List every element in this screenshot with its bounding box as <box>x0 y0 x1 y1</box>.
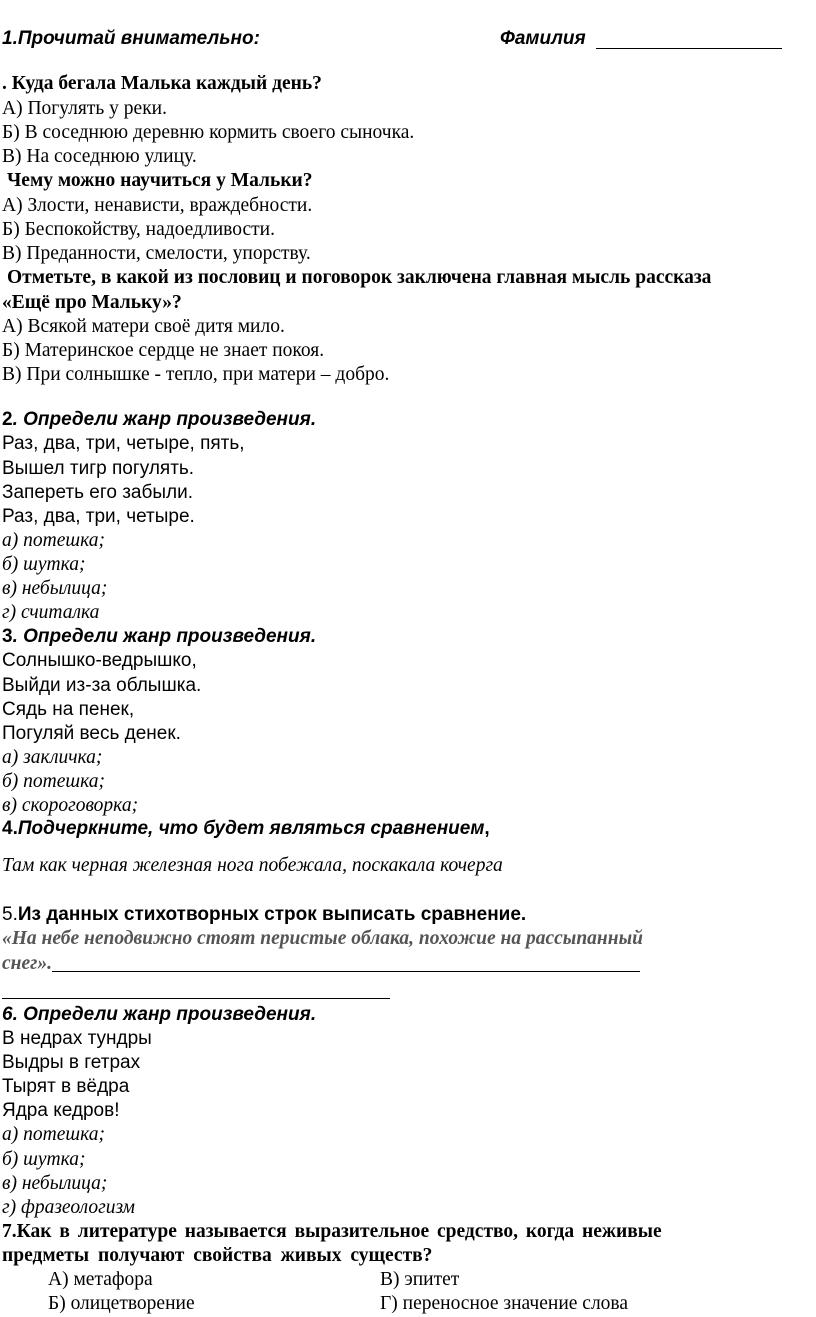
question-text: Куда бегала Малька каждый день? <box>11 73 322 94</box>
poem-line: Погуляй весь денек. <box>2 723 181 744</box>
section-title: . Определи жанр произведения. <box>12 409 317 430</box>
section-number: 5. <box>2 904 18 925</box>
answer-option: В) эпитет <box>380 1269 460 1290</box>
answer-option: г) считалка <box>2 602 100 623</box>
quote-line: «На небе неподвижно стоят перистые облака, похожие на рассыпанный <box>2 928 643 949</box>
poem-line: Тырят в вёдра <box>2 1076 130 1097</box>
answer-option: в) скороговорка; <box>2 795 139 816</box>
section-title: Подчеркните, что будет являться сравнением <box>17 818 485 839</box>
surname-blank-line[interactable] <box>596 48 782 49</box>
surname-label: Фамилия <box>500 28 586 49</box>
poem-line: Раз, два, три, четыре. <box>2 506 195 527</box>
section-number: 2 <box>2 409 13 430</box>
answer-option: Б) олицетворение <box>48 1293 195 1314</box>
answer-option: А) Злости, ненависти, враждебности. <box>2 195 313 216</box>
section-5-heading <box>2 904 526 926</box>
question-1-3-line1: Отметьте, в какой из пословиц и поговорок заключена главная мысль рассказа <box>7 267 712 288</box>
answer-option: а) закличка; <box>2 747 103 768</box>
answer-option: б) шутка; <box>2 554 86 575</box>
answer-option: В) На соседнюю улицу. <box>2 146 197 167</box>
poem-line: Раз, два, три, четыре, пять, <box>2 433 245 454</box>
answer-option: г) фразеологизм <box>2 1197 136 1218</box>
section-title-comma: , <box>484 818 490 839</box>
answer-option: б) потешка; <box>2 771 106 792</box>
section-title: Из данных стихотворных строк выписать сравнение. <box>17 904 527 925</box>
quote-line: снег». <box>2 953 52 974</box>
answer-option: А) Всякой матери своё дитя мило. <box>2 316 285 337</box>
answer-option: б) шутка; <box>2 1149 86 1170</box>
answer-option: Б) Беспокойству, надоедливости. <box>2 219 275 240</box>
poem-line: Выдры в гетрах <box>2 1052 141 1073</box>
section-4-heading <box>2 818 490 840</box>
answer-option: Г) переносное значение слова <box>380 1293 629 1314</box>
answer-blank-line[interactable] <box>2 998 390 999</box>
answer-option: а) потешка; <box>2 530 105 551</box>
answer-option: А) метафора <box>48 1269 153 1290</box>
poem-line: Вышел тигр погулять. <box>2 458 195 479</box>
section-2-heading <box>2 409 316 431</box>
section-3-heading <box>2 626 316 648</box>
answer-option: А) Погулять у реки. <box>2 98 167 119</box>
answer-option: а) потешка; <box>2 1124 105 1145</box>
answer-option: в) небылица; <box>2 578 108 599</box>
question-prefix: . <box>2 73 7 94</box>
poem-line: Сядь на пенек, <box>2 699 135 720</box>
section-6-heading: 6. Определи жанр произведения. <box>2 1004 317 1025</box>
answer-option: В) Преданности, смелости, упорству. <box>2 243 311 264</box>
question-1-1 <box>2 73 322 95</box>
answer-option: В) При солнышке - тепло, при матери – добро. <box>2 364 390 385</box>
comparison-sentence[interactable]: Там как черная железная нога побежала, поскакала кочерга <box>2 855 503 876</box>
poem-line: Ядра кедров! <box>2 1100 120 1121</box>
poem-line: Солнышко-ведрышко, <box>2 650 197 671</box>
answer-option: в) небылица; <box>2 1173 108 1194</box>
answer-option: Б) Материнское сердце не знает покоя. <box>2 340 325 361</box>
section-title: . Определи жанр произведения. <box>12 626 317 647</box>
poem-line: Запереть его забыли. <box>2 482 194 503</box>
section-number: 4. <box>2 818 18 839</box>
question-1-2: Чему можно научиться у Мальки? <box>7 170 313 191</box>
answer-blank-line[interactable] <box>52 971 640 972</box>
poem-line: В недрах тундры <box>2 1028 152 1049</box>
answer-option: Б) В соседнюю деревню кормить своего сыночка. <box>2 122 415 143</box>
question-7-line1: 7.Как в литературе называется выразительное средство, когда неживые <box>2 1221 662 1242</box>
question-7-line2: предметы получают свойства живых существ? <box>2 1245 433 1266</box>
question-1-3-line2: «Ещё про Мальку»? <box>2 292 182 313</box>
section-number: 3 <box>2 626 13 647</box>
poem-line: Выйди из-за облышка. <box>2 675 202 696</box>
worksheet-title: 1.Прочитай внимательно: <box>2 28 260 49</box>
